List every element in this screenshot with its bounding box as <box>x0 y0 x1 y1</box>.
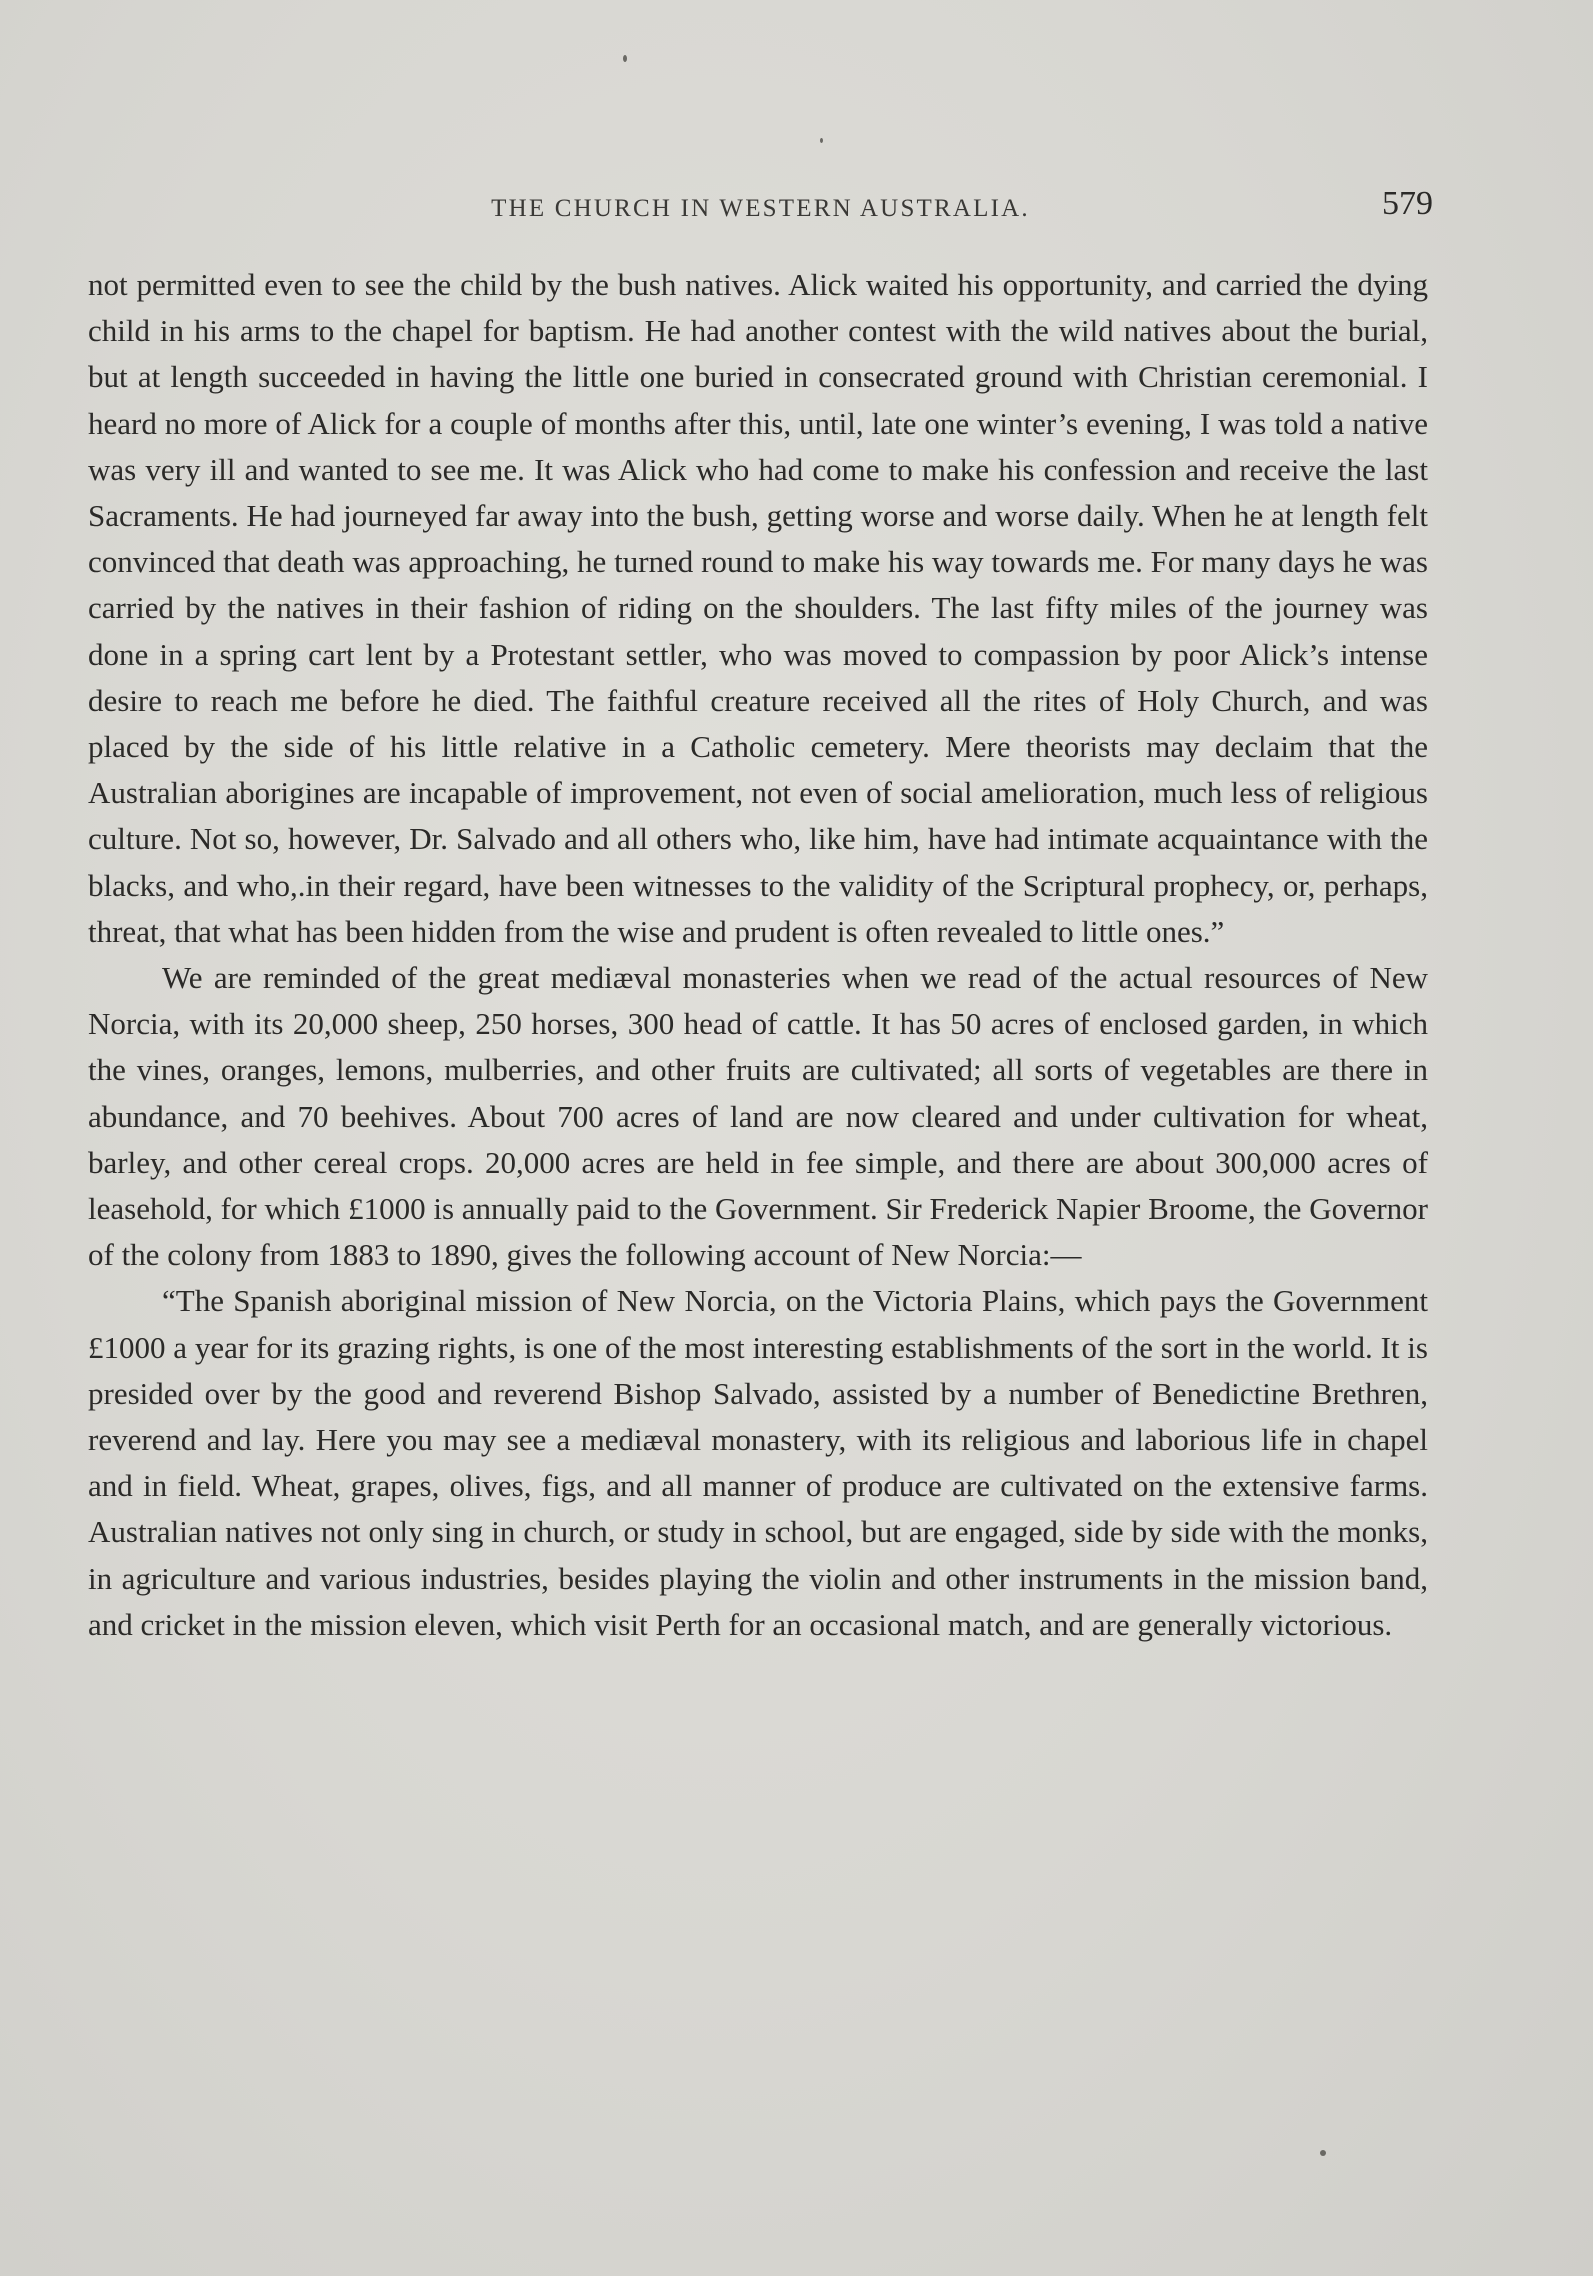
page-header <box>88 185 1433 235</box>
body-text <box>88 262 1428 1648</box>
paper-speck <box>1320 2150 1326 2156</box>
paragraph-alick-story: not permitted even to see the child by the bush natives. Alick waited his opportunity, and carried the dying child in his arms to the chapel for baptism. He had another contest with the wild natives about the burial, but at length succeeded in having the little one buried in consecrated ground with Christian ceremonial. I heard no more of Alick for a couple of months after this, until, late one winter’s evening, I was told a native was very ill and wanted to see me. It was Alick who had come to make his confession and receive the last Sacraments. He had journeyed far away into the bush, getting worse and worse daily. When he at length felt convinced that death was approaching, he turned round to make his way towards me. For many days he was carried by the natives in their fashion of riding on the shoulders. The last fifty miles of the journey was done in a spring cart lent by a Protestant settler, who was moved to compassion by poor Alick’s intense desire to reach me before he died. The faithful creature received all the rites of Holy Church, and was placed by the side of his little relative in a Catholic cemetery. Mere theorists may declaim that the Australian aborigines are incapable of improvement, not even of social amelioration, much less of religious culture. Not so, however, Dr. Salvado and all others who, like him, have had intimate acquaintance with the blacks, and who,.in their regard, have been witnesses to the validity of the Scriptural prophecy, or, perhaps, threat, that what has been hidden from the wise and prudent is often revealed to little ones.” <box>88 267 1428 949</box>
page-number: 579 <box>1382 185 1433 222</box>
paper-speck <box>623 55 627 62</box>
paragraph-broome-quote: “The Spanish aboriginal mission of New Norcia, on the Victoria Plains, which pays the Government £1000 a year for its grazing rights, is one of the most interesting establishments of the sort in the world. It is presided over by the good and reverend Bishop Salvado, assisted by a number of Benedictine Brethren, reverend and lay. Here you may see a mediæval monastery, with its religious and laborious life in chapel and in field. Wheat, grapes, olives, figs, and all manner of produce are cultivated on the extensive farms. Australian natives not only sing in church, or study in school, but are engaged, side by side with the monks, in agriculture and various industries, besides playing the violin and other instruments in the mission band, and cricket in the mission eleven, which visit Perth for an occasional match, and are generally victorious. <box>88 1283 1428 1642</box>
paragraph-new-norcia-resources: We are reminded of the great mediæval monasteries when we read of the actual resources of New Norcia, with its 20,000 sheep, 250 horses, 300 head of cattle. It has 50 acres of enclosed garden, in which the vines, oranges, lemons, mulberries, and other fruits are cultivated; all sorts of vegetables are there in abundance, and 70 beehives. About 700 acres of land are now cleared and under cultivation for wheat, barley, and other cereal crops. 20,000 acres are held in fee simple, and there are about 300,000 acres of leasehold, for which £1000 is annually paid to the Government. Sir Frederick Napier Broome, the Governor of the colony from 1883 to 1890, gives the following account of New Norcia:— <box>88 960 1428 1273</box>
paper-speck <box>820 138 823 143</box>
running-head: THE CHURCH IN WESTERN AUSTRALIA. <box>491 195 1030 222</box>
